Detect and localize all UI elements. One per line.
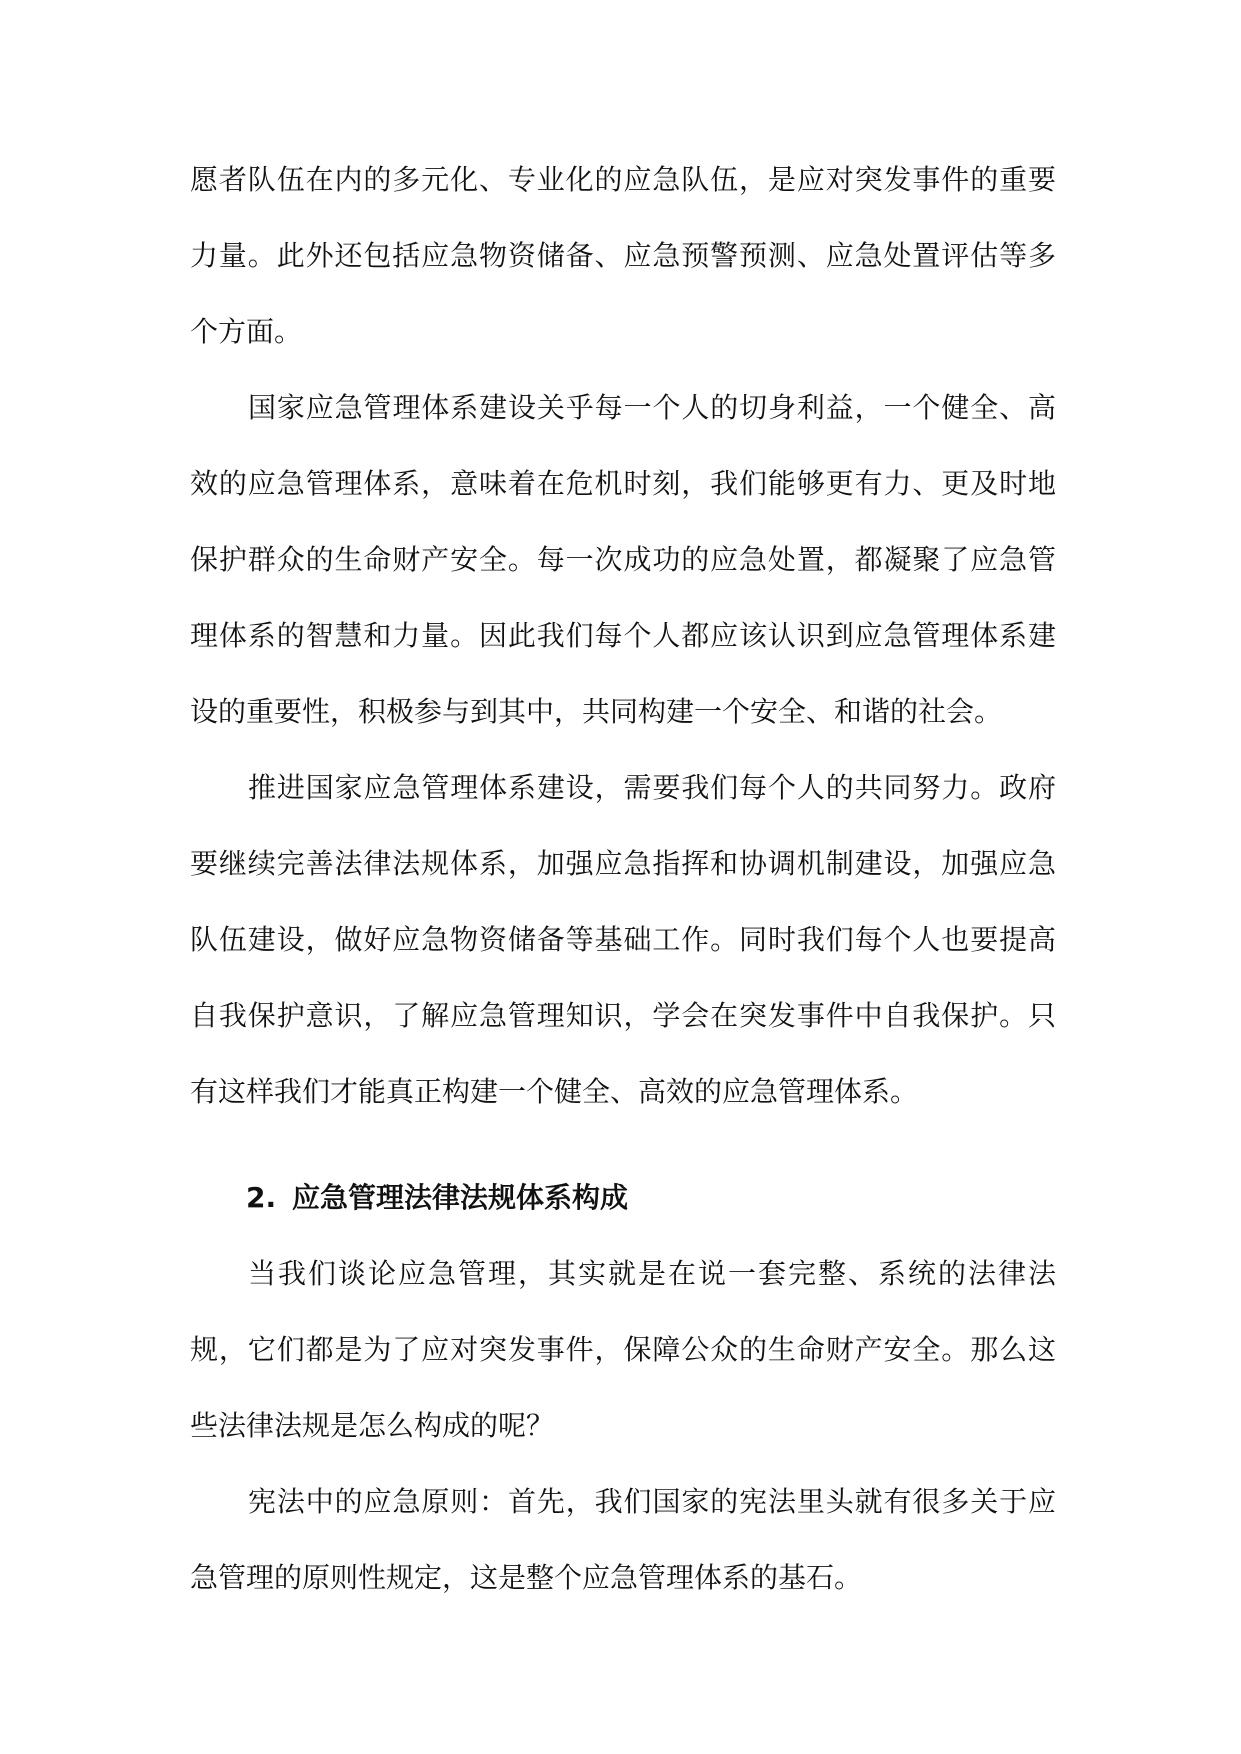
paragraph-intro: 当我们谈论应急管理，其实就是在说一套完整、系统的法律法规，它们都是为了应对突发事件，保障公众的生命财产安全。那么这些法律法规是怎么构成的呢？	[190, 1257, 1056, 1442]
paragraph-constitution: 宪法中的应急原则：首先，我们国家的宪法里头就有很多关于应急管理的原则性规定，这是整个应急管理体系的基石。	[190, 1485, 1056, 1594]
section-number: 2.	[246, 1181, 277, 1214]
paragraph-continued: 愿者队伍在内的多元化、专业化的应急队伍，是应对突发事件的重要力量。此外还包括应急物资储备、应急预警预测、应急处置评估等多个方面。	[190, 163, 1056, 348]
paragraph-advancing: 推进国家应急管理体系建设，需要我们每个人的共同努力。政府要继续完善法律法规体系，加强应急指挥和协调机制建设，加强应急队伍建设，做好应急物资储备等基础工作。同时我们每个人也要提高自我保护意识，了解应急管理知识，学会在突发事件中自我保护。只有这样我们才能真正构建一个健全、高效的应急管理体系。	[190, 771, 1056, 1108]
section-heading	[190, 1160, 1056, 1236]
section-title: 应急管理法律法规体系构成	[292, 1181, 629, 1214]
document-body	[190, 142, 1056, 1616]
paragraph-importance: 国家应急管理体系建设关乎每一个人的切身利益，一个健全、高效的应急管理体系，意味着在危机时刻，我们能够更有力、更及时地保护群众的生命财产安全。每一次成功的应急处置，都凝聚了应急管理体系的智慧和力量。因此我们每个人都应该认识到应急管理体系建设的重要性，积极参与到其中，共同构建一个安全、和谐的社会。	[190, 391, 1056, 728]
